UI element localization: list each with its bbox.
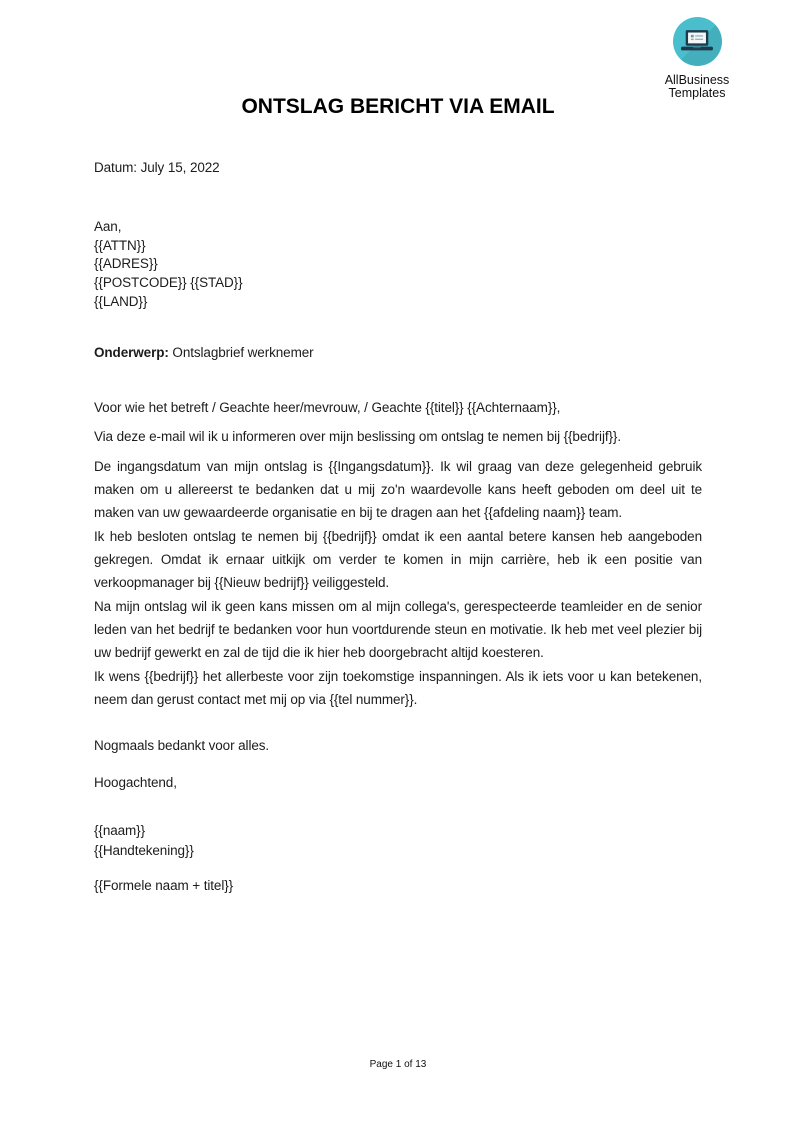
- brand-name-line1: AllBusiness: [664, 73, 730, 87]
- signature-block: [94, 821, 702, 861]
- signature-line: {{Handtekening}}: [94, 843, 194, 858]
- formal-name-line: {{Formele naam + titel}}: [94, 878, 234, 893]
- laptop-icon: [673, 17, 722, 66]
- address-line: Aan,: [94, 219, 122, 234]
- address-line: {{ADRES}}: [94, 256, 158, 272]
- subject-label: Onderwerp:: [94, 345, 169, 360]
- body-paragraph: Via deze e-mail wil ik u informeren over mijn beslissing om ontslag te nemen bij {{bedrijf}}.: [94, 429, 621, 444]
- address-line: {{LAND}}: [94, 293, 148, 309]
- recipient-address-block: [94, 218, 702, 312]
- salutation-line: Voor wie het betreft / Geachte heer/mevrouw, / Geachte {{titel}} {{Achternaam}},: [94, 400, 561, 415]
- subject-line: [94, 341, 702, 364]
- brand-name-line2: Templates: [668, 86, 726, 100]
- thanks-line: Nogmaals bedankt voor alles.: [94, 738, 270, 753]
- date-line: Datum: July 15, 2022: [94, 160, 220, 175]
- signature-line: {{naam}}: [94, 823, 146, 838]
- page-number: Page 1 of 13: [369, 1059, 427, 1070]
- body-paragraph: Ik heb besloten ontslag te nemen bij {{bedrijf}} omdat ik een aantal betere kansen heb aangeboden gekregen. Omdat ik ernaar uitkijk om verder te komen in mijn carrière, heb ik een positie van verkoopmanager bij {{Nieuw bedrijf}} veiliggesteld.: [94, 529, 702, 590]
- brand-logo: [655, 17, 739, 100]
- closing-line: Hoogachtend,: [94, 775, 177, 790]
- body-paragraph: Ik wens {{bedrijf}} het allerbeste voor zijn toekomstige inspanningen. Als ik iets voor u kan betekenen, neem dan gerust contact met mij op via {{tel nummer}}.: [94, 669, 702, 707]
- document-title: ONTSLAG BERICHT VIA EMAIL: [241, 95, 555, 118]
- address-line: {{POSTCODE}} {{STAD}}: [94, 275, 243, 291]
- body-paragraph: Na mijn ontslag wil ik geen kans missen om al mijn collega's, gerespecteerde teamleider en de senior leden van het bedrijf te bedanken voor hun voortdurende steun en motivatie. Ik heb met veel plezier bij uw bedrijf gewerkt en zal de tijd die ik hier heb doorgebracht altijd koesteren.: [94, 599, 702, 660]
- body-paragraph: De ingangsdatum van mijn ontslag is {{Ingangsdatum}}. Ik wil graag van deze gelegenheid gebruik maken om u allereerst te bedanken dat u mij zo'n waardevolle kans heeft geboden om deel uit te maken van uw gewaardeerde organisatie en bij te dragen aan het {{afdeling naam}} team.: [94, 459, 702, 520]
- subject-text: Ontslagbrief werknemer: [172, 345, 314, 360]
- address-line: {{ATTN}}: [94, 237, 146, 253]
